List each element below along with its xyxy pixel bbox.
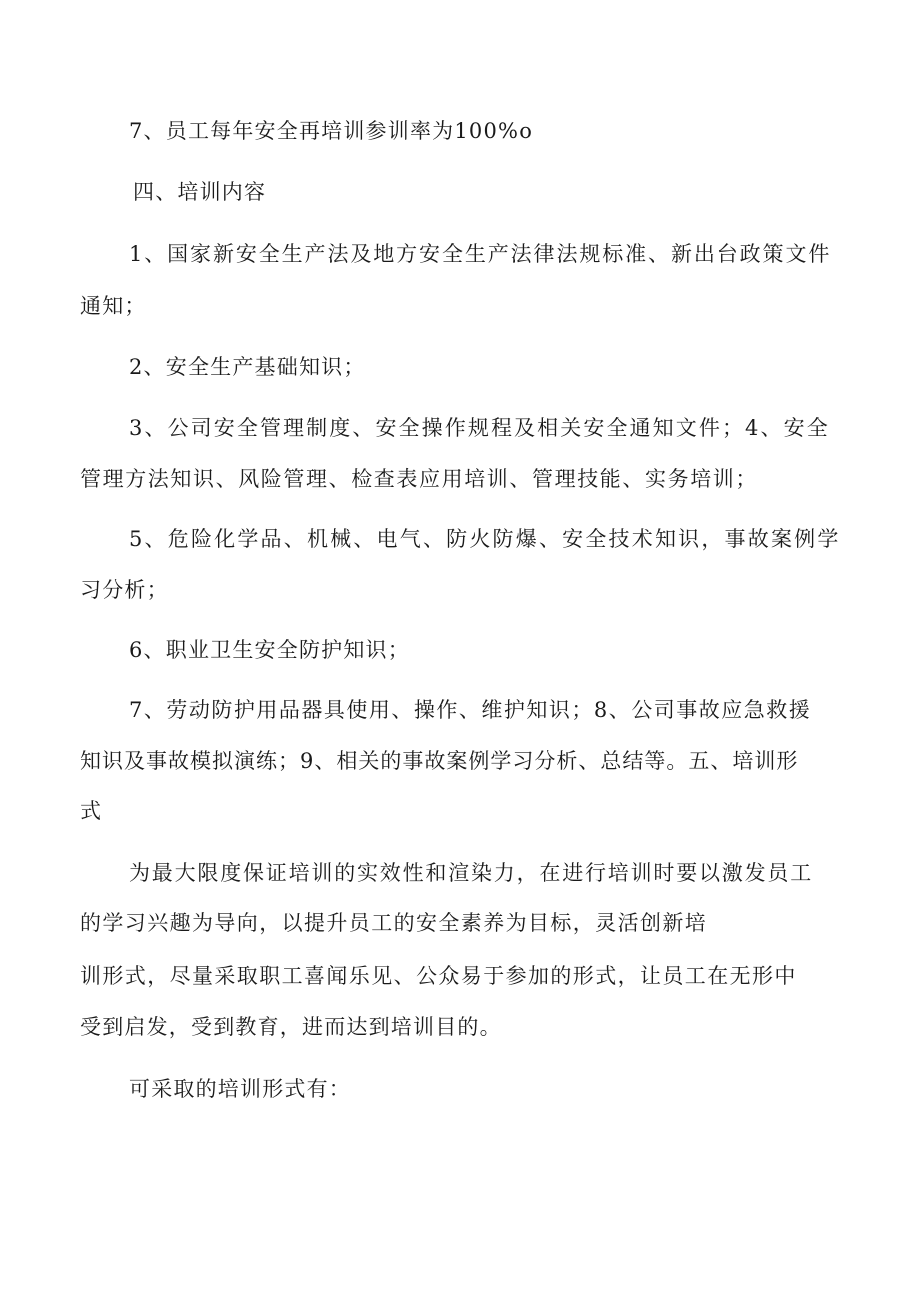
text-line-form-para-3: 训形式，尽量采取职工喜闻乐见、公众易于参加的形式，让员工在无形中 xyxy=(80,964,797,988)
text-line-form-para-4: 受到启发，受到教育，进而达到培训目的。 xyxy=(80,1015,502,1039)
text-line-target-7: 7、员工每年安全再培训参训率为100%o xyxy=(129,119,534,143)
text-line-content-1: 1、国家新安全生产法及地方安全生产法律法规标准、新出台政策文件 xyxy=(129,242,832,266)
text-line-training-form-heading-cont: 式 xyxy=(80,799,103,823)
text-line-content-2: 2、安全生产基础知识； xyxy=(129,355,366,379)
text-line-content-5: 5、危险化学品、机械、电气、防火防爆、安全技术知识，事故案例学 xyxy=(129,527,841,551)
text-line-content-5-cont: 习分析； xyxy=(80,578,169,602)
text-line-content-1-cont: 通知； xyxy=(80,294,147,318)
text-line-form-para-1: 为最大限度保证培训的实效性和渲染力，在进行培训时要以激发员工 xyxy=(129,861,813,885)
text-line-content-7: 7、劳动防护用品器具使用、操作、维护知识；8、公司事故应急救援 xyxy=(129,698,812,722)
text-line-content-4: 管理方法知识、风险管理、检查表应用培训、管理技能、实务培训； xyxy=(80,467,758,491)
text-line-form-para-2: 的学习兴趣为导向，以提升员工的安全素养为目标，灵活创新培 xyxy=(80,911,708,935)
text-line-content-3: 3、公司安全管理制度、安全操作规程及相关安全通知文件；4、安全 xyxy=(129,416,830,440)
text-line-forms-intro: 可采取的培训形式有： xyxy=(129,1077,351,1101)
heading-training-content: 四、培训内容 xyxy=(133,180,267,204)
text-line-content-8-9: 知识及事故模拟演练；9、相关的事故案例学习分析、总结等。五、培训形 xyxy=(80,749,799,773)
text-line-content-6: 6、职业卫生安全防护知识； xyxy=(129,638,410,662)
